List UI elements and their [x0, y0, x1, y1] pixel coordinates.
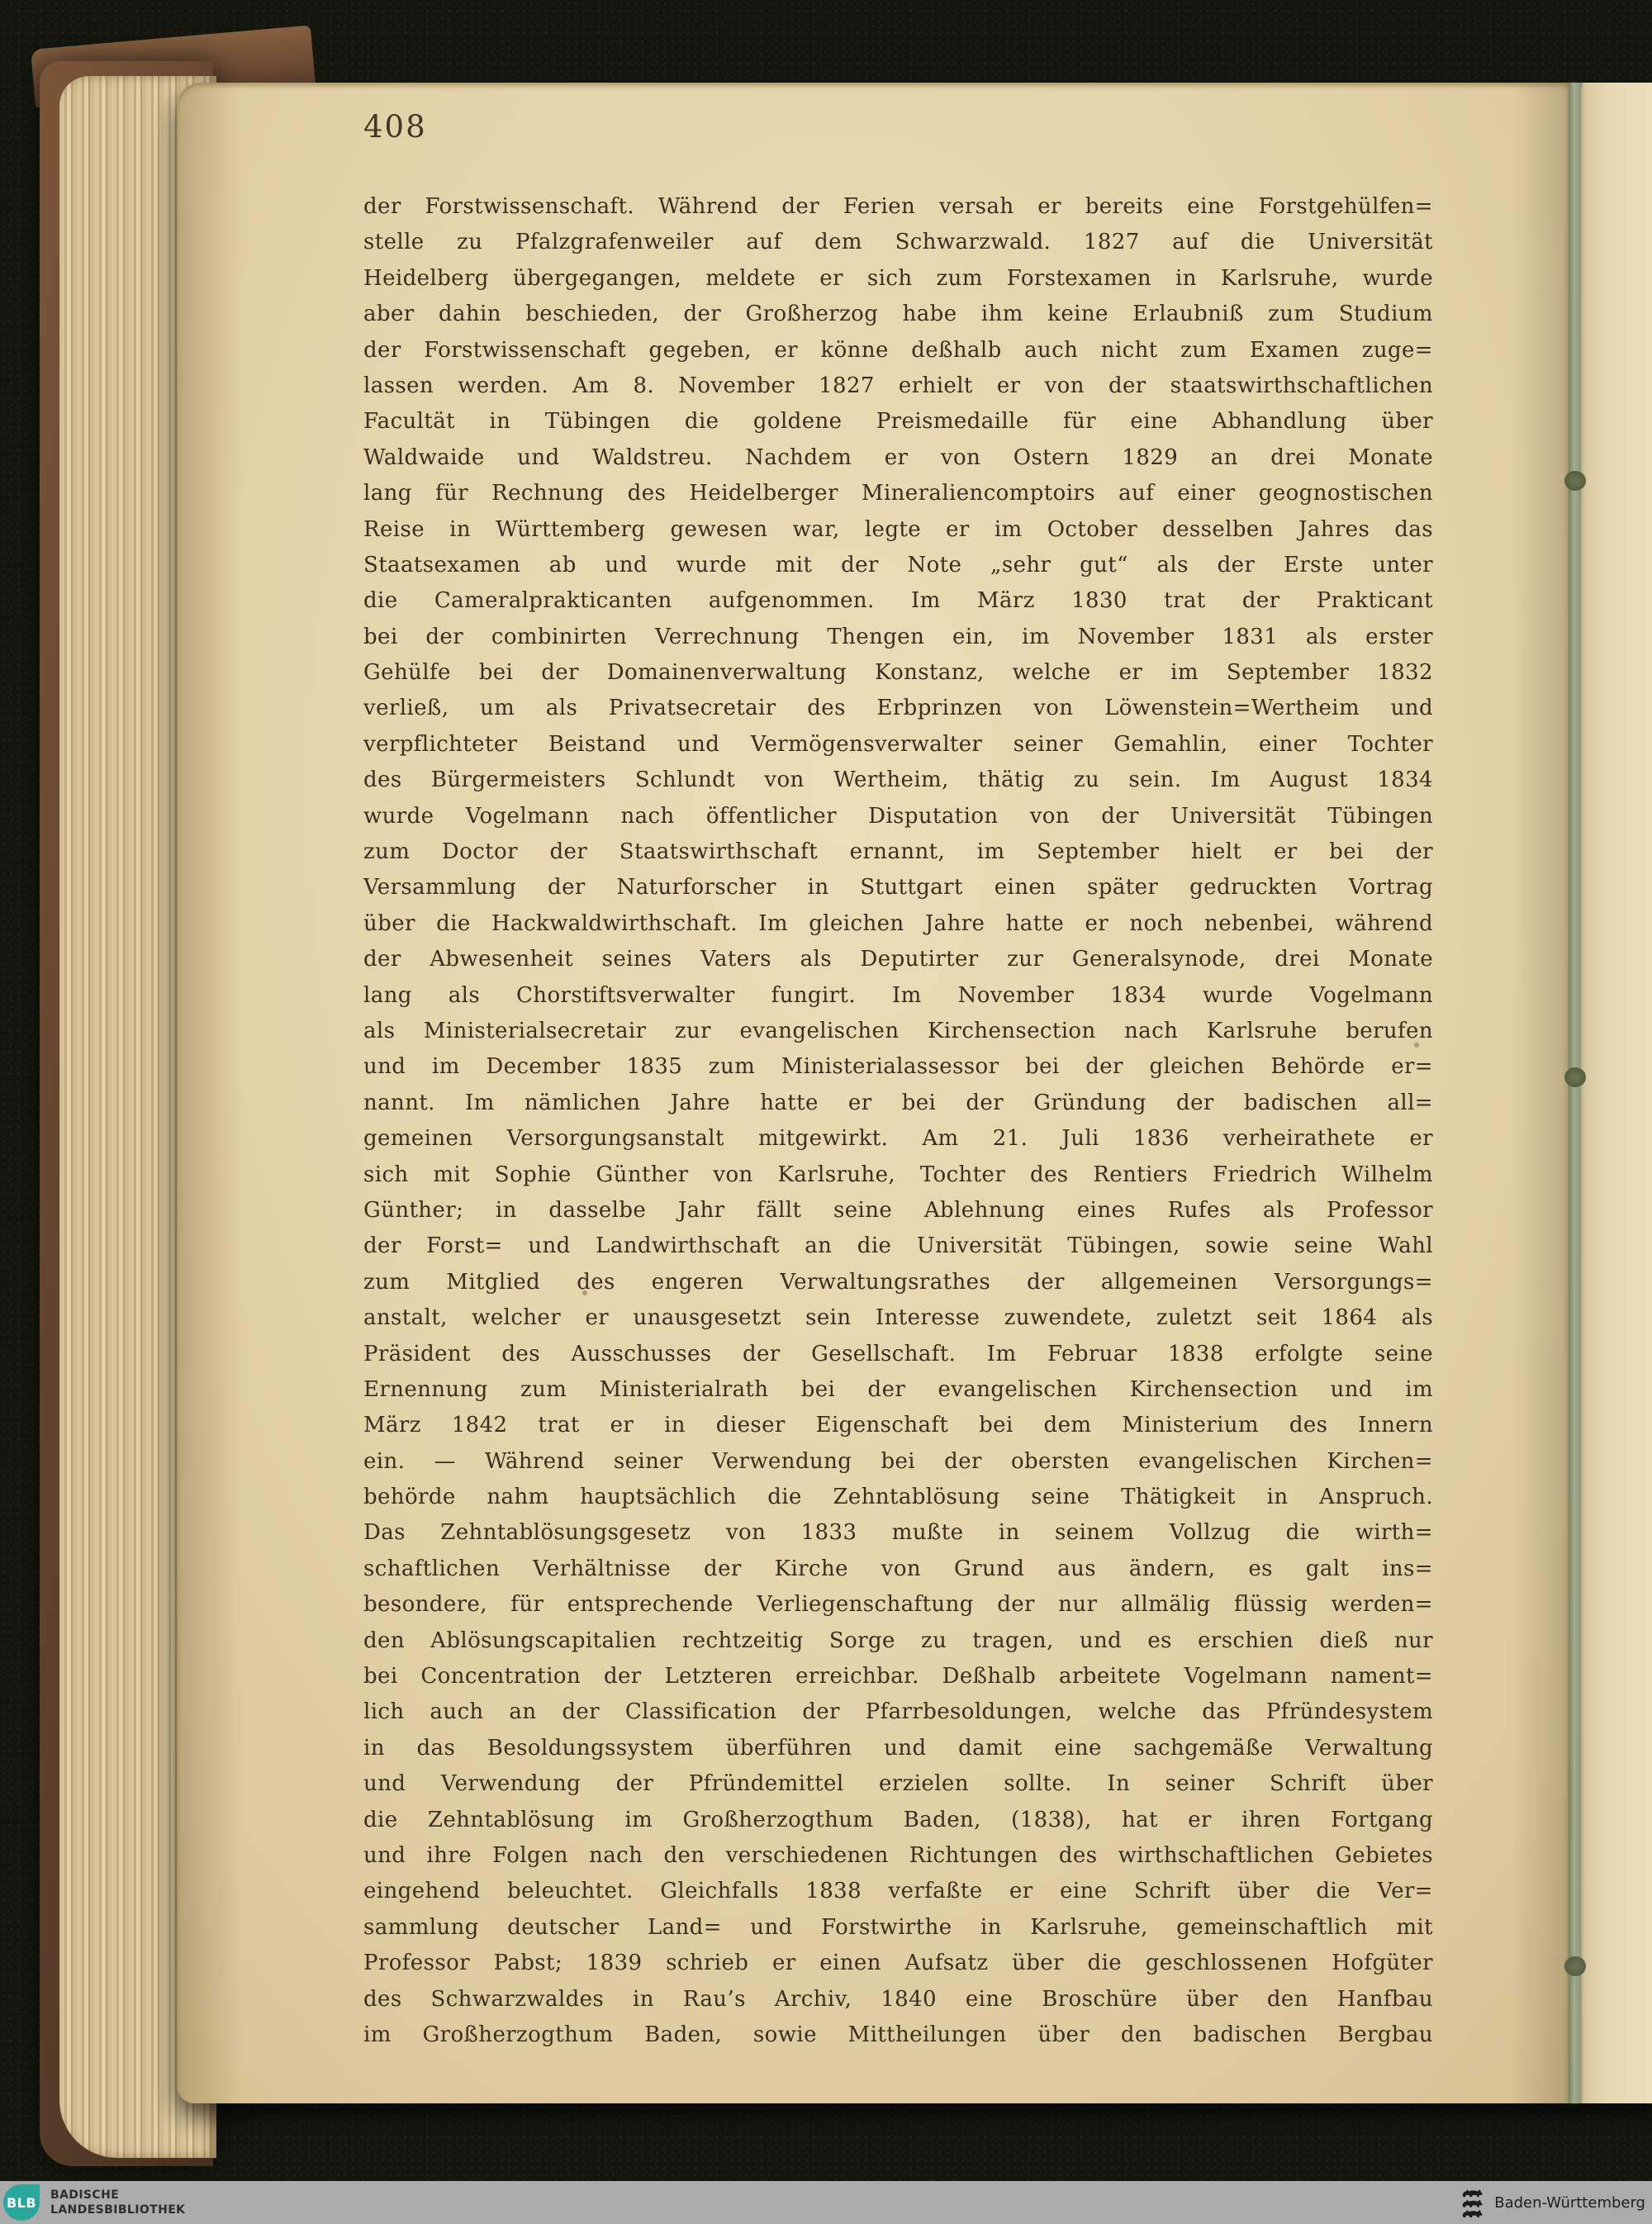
text-line: über die Hackwaldwirthschaft. Im gleichen Jahre hatte er noch nebenbei, während	[363, 910, 1433, 936]
page-text	[363, 189, 1433, 2053]
text-line: Facultät in Tübingen die goldene Preismedaille für eine Abhandlung über	[363, 409, 1433, 435]
text-line: die Zehntablösung im Großherzogthum Baden, (1838), hat er ihren Fortgang	[363, 1807, 1433, 1832]
text-line: verpflichteter Beistand und Vermögensverwalter seiner Gemahlin, einer Tochter	[363, 731, 1433, 757]
cord-knot	[1564, 471, 1586, 491]
text-line: Waldwaide und Waldstreu. Nachdem er von Ostern 1829 an drei Monate	[363, 444, 1433, 470]
text-line: verließ, um als Privatsecretair des Erbprinzen von Löwenstein=Wertheim und	[363, 696, 1433, 721]
text-line: Präsident des Ausschusses der Gesellschaft. Im Februar 1838 erfolgte seine	[363, 1341, 1433, 1366]
text-line: lich auch an der Classification der Pfarrbesoldungen, welche das Pfründesystem	[363, 1699, 1433, 1725]
text-line: den Ablösungscapitalien rechtzeitig Sorge zu tragen, und es erschien dieß nur	[363, 1628, 1433, 1653]
text-line: März 1842 trat er in dieser Eigenschaft bei dem Ministerium des Innern	[363, 1413, 1433, 1438]
text-line: in das Besoldungssystem überführen und damit eine sachgemäße Verwaltung	[363, 1735, 1433, 1761]
library-name-line1: BADISCHE	[50, 2188, 120, 2202]
text-line: Günther; in dasselbe Jahr fällt seine Ablehnung eines Rufes als Professor	[363, 1197, 1433, 1223]
text-line: Versammlung der Naturforscher in Stuttgart einen später gedruckten Vortrag	[363, 875, 1433, 901]
text-line: Ernennung zum Ministerialrath bei der evangelischen Kirchensection und im	[363, 1376, 1433, 1402]
cord-knot	[1564, 1956, 1586, 1976]
text-line: und im December 1835 zum Ministerialassessor bei der gleichen Behörde er=	[363, 1054, 1433, 1080]
text-line: anstalt, welcher er unausgesetzt sein Interesse zuwendete, zuletzt seit 1864 als	[363, 1305, 1433, 1331]
blb-logo-text: BLB	[6, 2194, 37, 2211]
text-line: eingehend beleuchtet. Gleichfalls 1838 verfaßte er eine Schrift über die Ver=	[363, 1879, 1433, 1904]
text-line: nannt. Im nämlichen Jahre hatte er bei der Gründung der badischen all=	[363, 1090, 1433, 1115]
text-line: lassen werden. Am 8. November 1827 erhielt er von der staatswirthschaftlichen	[363, 373, 1433, 398]
text-line: aber dahin beschieden, der Großherzog habe ihm keine Erlaubniß zum Studium	[363, 302, 1433, 327]
text-line: der Forstwissenschaft gegeben, er könne deßhalb auch nicht zum Examen zuge=	[363, 337, 1433, 363]
text-line: wurde Vogelmann nach öffentlicher Disputation von der Universität Tübingen	[363, 803, 1433, 829]
text-line: der Forstwissenschaft. Während der Ferien versah er bereits eine Forstgehülfen=	[363, 194, 1433, 219]
text-line: Gehülfe bei der Domainenverwaltung Konstanz, welche er im September 1832	[363, 660, 1433, 686]
page-curvature-shadow	[177, 83, 243, 2103]
library-name	[50, 2188, 185, 2217]
text-line: des Schwarzwaldes in Rau’s Archiv, 1840 eine Broschüre über den Hanfbau	[363, 1986, 1433, 2012]
library-branding	[3, 2184, 185, 2221]
text-line: gemeinen Versorgungsanstalt mitgewirkt. Am 21. Juli 1836 verheirathete er	[363, 1126, 1433, 1152]
text-line: lang als Chorstiftsverwalter fungirt. Im November 1834 wurde Vogelmann	[363, 982, 1433, 1008]
text-line: Das Zehntablösungsgesetz von 1833 mußte in seinem Vollzug die wirth=	[363, 1520, 1433, 1546]
text-line: Reise in Württemberg gewesen war, legte er im October desselben Jahres das	[363, 516, 1433, 542]
text-line: der Forst= und Landwirthschaft an die Universität Tübingen, sowie seine Wahl	[363, 1233, 1433, 1259]
gutter-shadow	[1512, 83, 1573, 2103]
text-line: die Cameralprakticanten aufgenommen. Im März 1830 trat der Prakticant	[363, 588, 1433, 614]
text-line: ein. — Während seiner Verwendung bei der obersten evangelischen Kirchen=	[363, 1448, 1433, 1474]
text-line: im Großherzogthum Baden, sowie Mittheilungen über den badischen Bergbau	[363, 2022, 1433, 2047]
state-name: Baden-Württemberg	[1494, 2193, 1645, 2212]
binding-cord	[1569, 83, 1581, 2103]
coat-of-arms-icon	[1461, 2188, 1486, 2217]
text-line: sammlung deutscher Land= und Forstwirthe in Karlsruhe, gemeinschaftlich mit	[363, 1914, 1433, 1940]
text-line: und Verwendung der Pfründemittel erzielen sollte. In seiner Schrift über	[363, 1771, 1433, 1797]
state-branding	[1461, 2188, 1645, 2217]
text-line: sich mit Sophie Günther von Karlsruhe, Tochter des Rentiers Friedrich Wilhelm	[363, 1162, 1433, 1187]
text-line: und ihre Folgen nach den verschiedenen Richtungen des wirthschaftlichen Gebietes	[363, 1842, 1433, 1868]
text-line: bei Concentration der Letzteren erreichbar. Deßhalb arbeitete Vogelmann nament=	[363, 1664, 1433, 1689]
text-line: stelle zu Pfalzgrafenweiler auf dem Schwarzwald. 1827 auf die Universität	[363, 230, 1433, 255]
text-line: Staatsexamen ab und wurde mit der Note „sehr gut“ als der Erste unter	[363, 552, 1433, 577]
blb-logo	[3, 2184, 40, 2221]
text-line: Heidelberg übergegangen, meldete er sich zum Forstexamen in Karlsruhe, wurde	[363, 265, 1433, 291]
text-line: zum Mitglied des engeren Verwaltungsrathes der allgemeinen Versorgungs=	[363, 1269, 1433, 1295]
text-line: des Bürgermeisters Schlundt von Wertheim, thätig zu sein. Im August 1834	[363, 767, 1433, 793]
library-name-line2: LANDESBIBLIOTHEK	[50, 2203, 186, 2217]
facing-page-edge	[1583, 83, 1652, 2103]
footer-bar	[0, 2181, 1652, 2224]
cord-knot	[1564, 1067, 1586, 1087]
text-line: der Abwesenheit seines Vaters als Deputirter zur Generalsynode, drei Monate	[363, 947, 1433, 972]
text-line: zum Doctor der Staatswirthschaft ernannt, im September hielt er bei der	[363, 839, 1433, 865]
text-line: lang für Rechnung des Heidelberger Mineraliencomptoirs auf einer geognostischen	[363, 481, 1433, 506]
text-line: bei der combinirten Verrechnung Thengen ein, im November 1831 als erster	[363, 624, 1433, 649]
text-line: schaftlichen Verhältnisse der Kirche von Grund aus ändern, es galt ins=	[363, 1556, 1433, 1581]
text-line: behörde nahm hauptsächlich die Zehntablösung seine Thätigkeit in Anspruch.	[363, 1485, 1433, 1510]
text-line: Professor Pabst; 1839 schrieb er einen Aufsatz über die geschlossenen Hofgüter	[363, 1951, 1433, 1976]
text-line: als Ministerialsecretair zur evangelischen Kirchensection nach Karlsruhe berufen	[363, 1018, 1433, 1043]
page-number: 408	[363, 109, 427, 145]
text-line: besondere, für entsprechende Verliegenschaftung der nur allmälig flüssig werden=	[363, 1592, 1433, 1618]
